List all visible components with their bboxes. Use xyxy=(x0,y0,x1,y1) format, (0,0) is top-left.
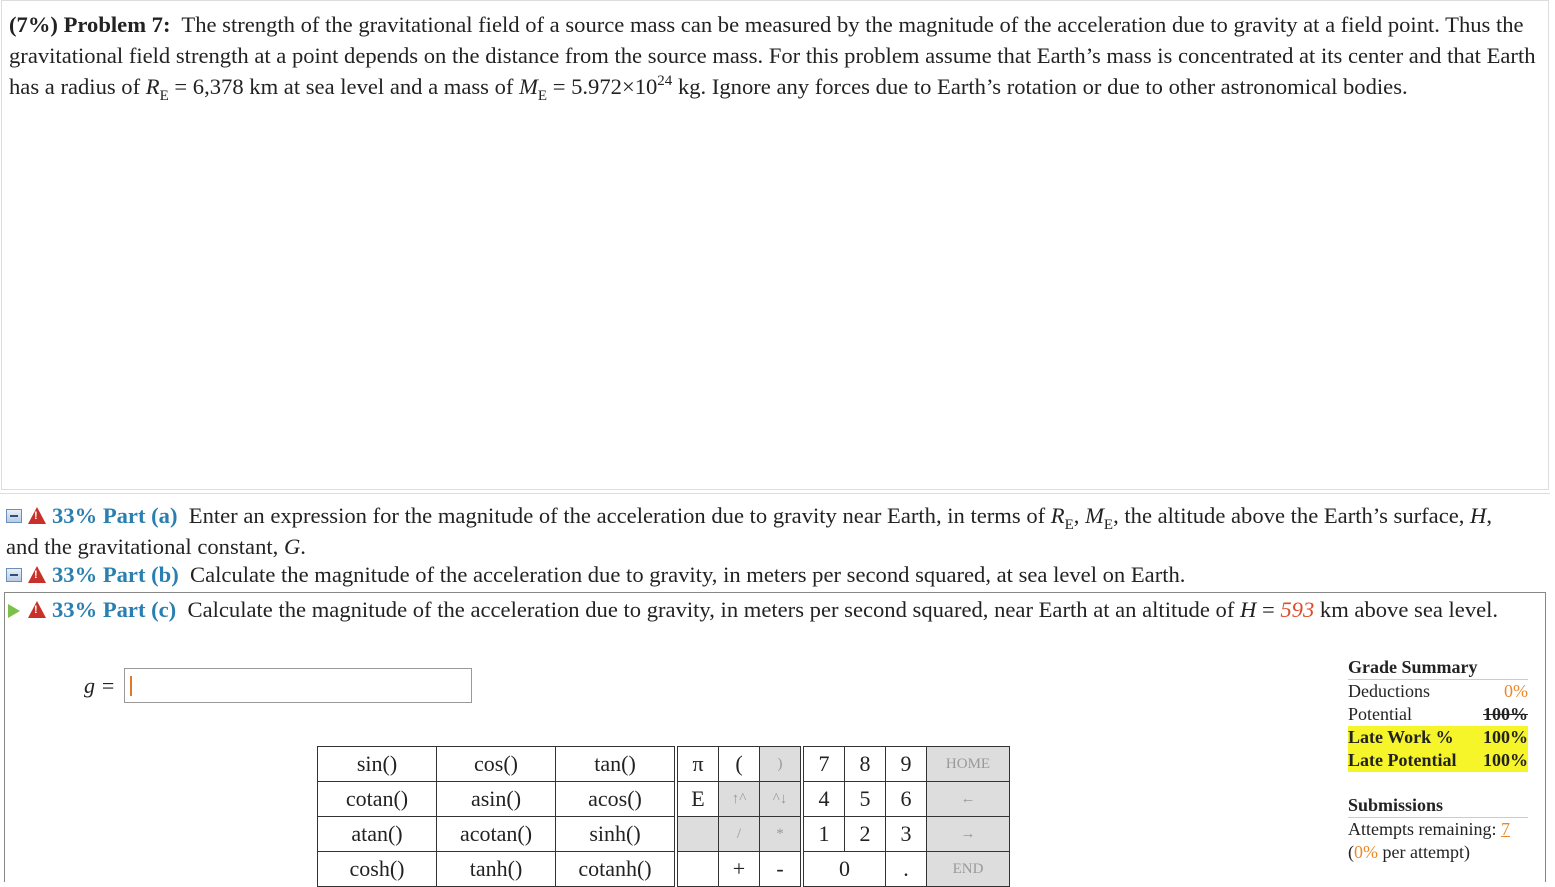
part-c-header[interactable]: 33% Part (c) xyxy=(52,597,177,622)
key-backspace[interactable]: ← xyxy=(927,782,1010,817)
me-symbol: M xyxy=(1085,503,1104,528)
potential-row: Potential 100% xyxy=(1348,704,1528,724)
problem-weight: (7%) xyxy=(9,12,58,37)
part-a-text: Enter an expression for the magnitude of the acceleration due to gravity near Earth, in terms of xyxy=(188,503,1051,528)
equals: = xyxy=(1256,597,1281,622)
key-plus[interactable]: + xyxy=(719,852,760,887)
key-asin[interactable]: asin() xyxy=(437,782,556,817)
key-lparen[interactable]: ( xyxy=(719,747,760,782)
key-tan[interactable]: tan() xyxy=(556,747,675,782)
text-caret xyxy=(130,676,132,696)
key-e[interactable]: E xyxy=(678,782,719,817)
problem-label: Problem 7: xyxy=(63,12,171,37)
collapse-icon[interactable] xyxy=(6,509,22,523)
key-end[interactable]: END xyxy=(927,852,1010,887)
part-a-text-2: , the altitude above the Earth’s surface, xyxy=(1113,503,1471,528)
altitude-value: 593 xyxy=(1280,597,1315,622)
me-exponent: 24 xyxy=(657,73,673,89)
re-value: = 6,378 km at sea level and a mass of xyxy=(168,74,520,99)
re-symbol: R xyxy=(1050,503,1065,528)
key-divide[interactable]: / xyxy=(719,817,760,852)
part-a-header[interactable]: 33% Part (a) xyxy=(52,503,178,528)
key-1[interactable]: 1 xyxy=(804,817,845,852)
key-home[interactable]: HOME xyxy=(927,747,1010,782)
key-forward[interactable]: → xyxy=(927,817,1010,852)
warning-icon xyxy=(28,566,46,583)
key-sin[interactable]: sin() xyxy=(318,747,437,782)
grade-summary xyxy=(1348,656,1528,864)
key-0[interactable]: 0 xyxy=(804,852,886,887)
late-work-row: Late Work % 100% xyxy=(1348,727,1528,747)
key-sinh[interactable]: sinh() xyxy=(556,817,675,852)
key-acos[interactable]: acos() xyxy=(556,782,675,817)
key-3[interactable]: 3 xyxy=(886,817,927,852)
part-c-text: Calculate the magnitude of the acceleration due to gravity, in meters per second squared, near Earth at an altitude of xyxy=(187,597,1240,622)
re-subscript: E xyxy=(1064,517,1074,533)
key-7[interactable]: 7 xyxy=(804,747,845,782)
key-pi[interactable]: π xyxy=(678,747,719,782)
part-b-text: Calculate the magnitude of the acceleration due to gravity, in meters per second squared, at sea level on Earth. xyxy=(190,562,1186,587)
per-attempt: (0% per attempt) xyxy=(1348,842,1470,862)
key-4[interactable]: 4 xyxy=(804,782,845,817)
key-down[interactable]: ^↓ xyxy=(760,782,801,817)
calculator-keypad xyxy=(317,746,1010,887)
key-2[interactable]: 2 xyxy=(845,817,886,852)
key-blank xyxy=(678,817,719,852)
me-subscript: E xyxy=(1103,517,1114,533)
key-cotan[interactable]: cotan() xyxy=(318,782,437,817)
part-b[interactable] xyxy=(6,561,1526,589)
me-symbol: M xyxy=(519,74,538,99)
problem-statement xyxy=(1,0,1549,490)
key-cosh[interactable]: cosh() xyxy=(318,852,437,887)
problem-text-1: The strength of the gravitational field of a source mass can be measured by the magnitude of the acceleration due to gravity at a field point. Thus the gravitational field strength at a point depends on the distance from the source mass. For this problem assume that Earth’s mass is concentrated at its center and that Earth has a radius of xyxy=(9,12,1536,99)
expand-arrow-icon[interactable] xyxy=(8,604,20,618)
key-minus[interactable]: - xyxy=(760,852,801,887)
answer-label: g = xyxy=(84,673,116,698)
re-symbol: R xyxy=(145,74,160,99)
key-9[interactable]: 9 xyxy=(886,747,927,782)
deductions-row: Deductions 0% xyxy=(1348,681,1528,701)
me-subscript: E xyxy=(537,88,548,104)
key-up[interactable]: ↑^ xyxy=(719,782,760,817)
collapse-icon[interactable] xyxy=(6,568,22,582)
attempts-link[interactable]: 7 xyxy=(1500,819,1510,839)
part-c[interactable] xyxy=(6,596,1526,624)
part-b-header[interactable]: 33% Part (b) xyxy=(52,562,179,587)
me-value: = 5.972×10 xyxy=(547,74,658,99)
late-potential-row: Late Potential 100% xyxy=(1348,750,1528,770)
key-6[interactable]: 6 xyxy=(886,782,927,817)
h-symbol: H xyxy=(1470,503,1487,528)
parts-separator xyxy=(0,493,1550,494)
key-cotanh[interactable]: cotanh() xyxy=(556,852,675,887)
part-a-text-3: , and the gravitational constant, xyxy=(6,503,1493,559)
key-dot[interactable]: . xyxy=(886,852,927,887)
key-8[interactable]: 8 xyxy=(845,747,886,782)
warning-icon xyxy=(28,507,46,524)
part-a-end: . xyxy=(300,534,306,559)
attempts-remaining: Attempts remaining: 7 xyxy=(1348,819,1510,839)
comma: , xyxy=(1073,503,1086,528)
h-symbol: H xyxy=(1240,597,1257,622)
key-rparen[interactable]: ) xyxy=(760,747,801,782)
key-atan[interactable]: atan() xyxy=(318,817,437,852)
key-blank xyxy=(678,852,719,887)
problem-text-2: kg. Ignore any forces due to Earth’s rotation or due to other astronomical bodies. xyxy=(672,74,1408,99)
re-subscript: E xyxy=(159,88,169,104)
g-symbol: G xyxy=(283,534,301,559)
part-c-text-2: km above sea level. xyxy=(1314,597,1499,622)
answer-input[interactable] xyxy=(124,668,472,703)
grade-summary-title: Grade Summary xyxy=(1348,656,1528,680)
key-multiply[interactable]: * xyxy=(760,817,801,852)
key-5[interactable]: 5 xyxy=(845,782,886,817)
warning-icon xyxy=(28,601,46,618)
part-a[interactable] xyxy=(6,502,1526,561)
key-cos[interactable]: cos() xyxy=(437,747,556,782)
key-tanh[interactable]: tanh() xyxy=(437,852,556,887)
submissions-title: Submissions xyxy=(1348,794,1528,818)
key-acotan[interactable]: acotan() xyxy=(437,817,556,852)
